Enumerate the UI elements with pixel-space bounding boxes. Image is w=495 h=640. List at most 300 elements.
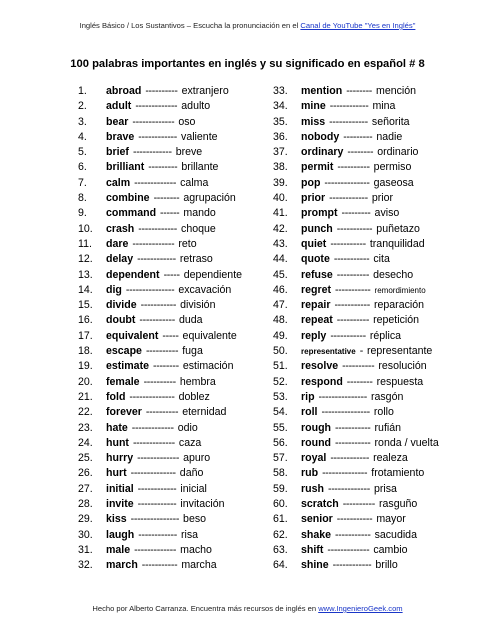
spanish-meaning: rasguño	[378, 498, 418, 511]
word-entry	[273, 283, 483, 298]
word-entry	[273, 191, 483, 206]
entry-number: 13.	[78, 268, 93, 281]
word-entry	[273, 99, 483, 114]
word-entry	[273, 375, 483, 390]
english-word: mention	[301, 85, 343, 97]
entry-number: 2.	[78, 100, 87, 113]
entry-number: 56.	[273, 436, 288, 449]
spanish-meaning: prisa	[373, 482, 397, 495]
youtube-channel-link[interactable]: Canal de YouTube "Yes en Inglés"	[300, 21, 416, 30]
entry-number: 45.	[273, 268, 288, 281]
english-word: delay	[106, 253, 134, 266]
word-entry	[78, 421, 288, 436]
word-entry	[273, 252, 483, 267]
entry-number: 22.	[78, 406, 93, 419]
word-entry	[273, 115, 483, 130]
entry-number: 36.	[273, 130, 288, 143]
english-word: dependent	[106, 268, 160, 281]
english-word: punch	[301, 222, 333, 235]
english-word: initial	[106, 482, 134, 495]
english-word: shake	[301, 528, 332, 541]
entry-number: 9.	[78, 207, 87, 220]
english-word: quote	[301, 253, 330, 266]
english-word: escape	[106, 345, 142, 358]
english-word: divide	[106, 299, 137, 312]
english-word: resolve	[301, 360, 339, 373]
entry-dashes: ----------	[336, 268, 370, 281]
word-entry	[78, 191, 288, 206]
entry-number: 48.	[273, 314, 288, 327]
spanish-meaning: eternidad	[182, 406, 227, 419]
spanish-meaning: frotamiento	[371, 467, 425, 480]
entry-dashes: -------------	[327, 482, 370, 495]
english-word: adult	[106, 100, 132, 113]
page-header	[0, 21, 495, 30]
english-word: representative	[301, 347, 356, 357]
spanish-meaning: realeza	[373, 452, 408, 465]
word-entry	[273, 160, 483, 175]
entry-dashes: ------------	[137, 482, 177, 495]
spanish-meaning: mando	[183, 207, 216, 220]
spanish-meaning: risa	[180, 528, 199, 541]
entry-number: 14.	[78, 283, 93, 296]
footer-text: Hecho por Alberto Carranza. Encuentra más recursos de inglés en	[92, 604, 319, 613]
word-entry	[78, 99, 288, 114]
english-word: forever	[106, 406, 142, 419]
word-entry	[273, 421, 483, 436]
spanish-meaning: puñetazo	[376, 222, 420, 235]
entry-number: 33.	[273, 85, 288, 97]
spanish-meaning: remordimiento	[374, 285, 426, 295]
entry-dashes: -----------	[333, 253, 370, 266]
word-entry	[273, 237, 483, 252]
entry-dashes: -------------	[132, 436, 175, 449]
entry-number: 42.	[273, 222, 288, 235]
entry-dashes: --------	[346, 375, 373, 388]
entry-dashes: ------	[160, 207, 180, 220]
entry-dashes: -----------	[336, 222, 373, 235]
entry-number: 31.	[78, 543, 93, 556]
word-entry	[78, 482, 288, 497]
entry-dashes: ---------	[148, 161, 178, 174]
english-word: respond	[301, 375, 343, 388]
english-word: repeat	[301, 314, 333, 327]
entry-number: 17.	[78, 329, 93, 342]
spanish-meaning: rufián	[374, 421, 402, 434]
english-word: miss	[301, 115, 326, 128]
entry-dashes: ---------------	[318, 390, 367, 403]
word-entry	[78, 313, 288, 328]
spanish-meaning: beso	[183, 513, 207, 526]
word-entry	[273, 390, 483, 405]
entry-number: 44.	[273, 253, 288, 266]
entry-number: 18.	[78, 345, 93, 358]
entry-dashes: ----------	[145, 345, 179, 358]
entry-dashes: -------------	[132, 115, 175, 128]
english-word: rip	[301, 390, 315, 403]
english-word: rush	[301, 482, 324, 495]
spanish-meaning: respuesta	[376, 375, 424, 388]
english-word: brave	[106, 130, 135, 143]
entry-number: 61.	[273, 513, 288, 526]
entry-number: 57.	[273, 452, 288, 465]
spanish-meaning: breve	[175, 146, 203, 159]
spanish-meaning: inicial	[180, 482, 207, 495]
spanish-meaning: división	[180, 299, 216, 312]
spanish-meaning: mención	[376, 85, 417, 97]
entry-number: 47.	[273, 299, 288, 312]
word-entry	[273, 497, 483, 512]
word-entry	[273, 176, 483, 191]
spanish-meaning: ronda / vuelta	[374, 436, 439, 449]
english-word: march	[106, 559, 138, 572]
spanish-meaning: dependiente	[183, 268, 243, 281]
word-entry	[273, 222, 483, 237]
entry-dashes: ------------	[329, 192, 368, 205]
word-entry	[273, 313, 483, 328]
spanish-meaning: cita	[373, 253, 390, 266]
website-link[interactable]: www.IngenieroGeek.com	[318, 604, 403, 613]
word-entry	[273, 436, 483, 451]
entry-number: 35.	[273, 115, 288, 128]
english-word: reply	[301, 329, 327, 342]
entry-dashes: -----------	[330, 329, 366, 342]
entry-dashes: --------	[153, 192, 180, 205]
word-entry	[78, 375, 288, 390]
word-entry	[273, 451, 483, 466]
english-word: pop	[301, 176, 321, 189]
word-entry	[273, 298, 483, 313]
spanish-meaning: mina	[372, 100, 396, 113]
spanish-meaning: cambio	[373, 543, 408, 556]
word-list-right	[273, 84, 483, 574]
english-word: invite	[106, 498, 134, 511]
entry-dashes: ----------	[143, 375, 176, 388]
spanish-meaning: valiente	[181, 130, 218, 143]
entry-number: 53.	[273, 390, 288, 403]
english-word: nobody	[301, 130, 340, 143]
word-entry	[78, 436, 288, 451]
english-word: hunt	[106, 436, 129, 449]
english-word: abroad	[106, 85, 142, 97]
entry-dashes: ------------	[137, 498, 177, 511]
entry-number: 6.	[78, 161, 87, 174]
english-word: mine	[301, 100, 326, 113]
spanish-meaning: adulto	[181, 100, 211, 113]
word-list-left	[78, 84, 288, 574]
spanish-meaning: brillo	[375, 559, 398, 572]
word-entry	[78, 497, 288, 512]
word-entry	[78, 222, 288, 237]
entry-number: 4.	[78, 130, 87, 143]
entry-dashes: --------------	[322, 467, 368, 480]
word-entry	[273, 268, 483, 283]
word-entry	[78, 268, 288, 283]
english-word: laugh	[106, 528, 135, 541]
entry-dashes: -------------	[137, 452, 180, 465]
english-word: doubt	[106, 314, 136, 327]
entry-dashes: --------	[346, 85, 373, 97]
entry-number: 11.	[78, 237, 92, 250]
spanish-meaning: odio	[177, 421, 198, 434]
word-entry	[273, 543, 483, 558]
spanish-meaning: gaseosa	[373, 176, 414, 189]
english-word: repair	[301, 299, 331, 312]
entry-number: 49.	[273, 329, 288, 342]
spanish-meaning: choque	[181, 222, 216, 235]
word-entry	[78, 558, 288, 573]
entry-number: 21.	[78, 390, 93, 403]
entry-dashes: --------------	[130, 467, 176, 480]
word-entry	[273, 206, 483, 221]
entry-number: 12.	[78, 253, 93, 266]
english-word: crash	[106, 222, 135, 235]
word-entry	[78, 130, 288, 145]
word-entry	[273, 130, 483, 145]
entry-number: 25.	[78, 452, 93, 465]
entry-dashes: ----------	[342, 498, 375, 511]
entry-number: 54.	[273, 406, 288, 419]
entry-dashes: -----------	[335, 528, 371, 541]
spanish-meaning: señorita	[371, 115, 410, 128]
word-entry	[273, 512, 483, 527]
spanish-meaning: hembra	[179, 375, 216, 388]
entry-number: 40.	[273, 192, 288, 205]
entry-number: 23.	[78, 421, 93, 434]
entry-number: 8.	[78, 192, 87, 205]
entry-dashes: --------	[153, 360, 179, 373]
word-entry	[273, 359, 483, 374]
word-entry	[78, 543, 288, 558]
english-word: fold	[106, 390, 126, 403]
spanish-meaning: retraso	[179, 253, 213, 266]
english-word: rub	[301, 467, 319, 480]
entry-number: 28.	[78, 498, 93, 511]
entry-dashes: ----------	[145, 85, 178, 97]
entry-number: 29.	[78, 513, 93, 526]
spanish-meaning: calma	[180, 176, 209, 189]
entry-dashes: -----------	[140, 299, 177, 312]
spanish-meaning: nadie	[376, 130, 403, 143]
word-entry	[78, 252, 288, 267]
spanish-meaning: aviso	[374, 207, 400, 220]
word-entry	[78, 528, 288, 543]
english-word: brilliant	[106, 161, 145, 174]
english-word: rough	[301, 421, 332, 434]
spanish-meaning: fuga	[182, 345, 203, 358]
entry-dashes: ---------------	[130, 513, 180, 526]
entry-number: 55.	[273, 421, 288, 434]
spanish-meaning: apuro	[183, 452, 211, 465]
word-entry	[273, 344, 483, 359]
header-text: Inglés Básico / Los Sustantivos – Escucha la pronunciación en el	[79, 21, 301, 30]
entry-number: 52.	[273, 375, 288, 388]
word-entry	[78, 329, 288, 344]
word-entry	[273, 329, 483, 344]
entry-number: 50.	[273, 345, 288, 358]
entry-number: 16.	[78, 314, 93, 327]
entry-number: 24.	[78, 436, 93, 449]
english-word: male	[106, 543, 131, 556]
english-word: female	[106, 375, 140, 388]
english-word: dig	[106, 283, 122, 296]
entry-number: 3.	[78, 115, 87, 128]
entry-dashes: -----------	[336, 513, 373, 526]
spanish-meaning: reparación	[373, 299, 425, 312]
english-word: prompt	[301, 207, 338, 220]
entry-number: 1.	[78, 85, 87, 97]
spanish-meaning: estimación	[182, 360, 234, 373]
word-entry	[78, 237, 288, 252]
english-word: quiet	[301, 237, 327, 250]
word-entry	[78, 466, 288, 481]
spanish-meaning: tranquilidad	[369, 237, 425, 250]
entry-number: 37.	[273, 146, 288, 159]
english-word: combine	[106, 192, 150, 205]
word-entry	[78, 145, 288, 160]
english-word: shine	[301, 559, 329, 572]
spanish-meaning: excavación	[178, 283, 232, 296]
word-entry	[78, 206, 288, 221]
entry-dashes: -----------	[334, 299, 370, 312]
entry-dashes: -------------	[131, 421, 174, 434]
entry-number: 19.	[78, 360, 93, 373]
entry-dashes: ------------	[138, 528, 177, 541]
english-word: royal	[301, 452, 327, 465]
word-entry	[78, 298, 288, 313]
english-word: hurt	[106, 467, 127, 480]
word-entry	[273, 558, 483, 573]
spanish-meaning: agrupación	[183, 192, 236, 205]
entry-dashes: --------	[347, 146, 374, 159]
word-entry	[273, 84, 483, 99]
english-word: command	[106, 207, 157, 220]
spanish-meaning: reto	[178, 237, 197, 250]
spanish-meaning: réplica	[369, 329, 402, 342]
entry-number: 64.	[273, 559, 288, 572]
word-entry	[78, 390, 288, 405]
entry-number: 60.	[273, 498, 288, 511]
english-word: ordinary	[301, 146, 344, 159]
word-entry	[78, 84, 288, 99]
english-word: senior	[301, 513, 333, 526]
entry-dashes: ------------	[138, 222, 178, 235]
word-entry	[78, 451, 288, 466]
spanish-meaning: rasgón	[370, 390, 404, 403]
entry-dashes: ------------	[137, 253, 176, 266]
entry-dashes: ------------	[330, 452, 370, 465]
entry-dashes: -----------	[335, 421, 371, 434]
spanish-meaning: marcha	[181, 559, 217, 572]
english-word: regret	[301, 283, 332, 296]
entry-dashes: ----------	[342, 360, 375, 373]
spanish-meaning: oso	[178, 115, 196, 128]
entry-dashes: -----	[162, 329, 179, 342]
entry-dashes: -----------	[141, 559, 178, 572]
word-entry	[273, 405, 483, 420]
entry-dashes: -------------	[327, 543, 370, 556]
word-entry	[78, 359, 288, 374]
english-word: bear	[106, 115, 129, 128]
word-entry	[78, 176, 288, 191]
entry-dashes: ------------	[329, 100, 369, 113]
word-entry	[273, 528, 483, 543]
entry-dashes: -----------	[335, 436, 371, 449]
entry-dashes: ----------	[336, 314, 370, 327]
english-word: estimate	[106, 360, 149, 373]
english-word: permit	[301, 161, 334, 174]
english-word: calm	[106, 176, 131, 189]
entry-number: 62.	[273, 528, 288, 541]
entry-dashes: -----------	[139, 314, 175, 327]
spanish-meaning: repetición	[373, 314, 420, 327]
spanish-meaning: mayor	[376, 513, 406, 526]
entry-number: 10.	[78, 222, 93, 235]
word-entry	[78, 405, 288, 420]
entry-number: 58.	[273, 467, 288, 480]
entry-number: 63.	[273, 543, 288, 556]
english-word: hurry	[106, 452, 134, 465]
entry-dashes: ------------	[132, 146, 172, 159]
entry-dashes: -------------	[134, 176, 177, 189]
english-word: equivalent	[106, 329, 159, 342]
entry-number: 30.	[78, 528, 93, 541]
english-word: brief	[106, 146, 129, 159]
entry-dashes: ---------	[341, 207, 371, 220]
word-entry	[273, 466, 483, 481]
entry-number: 20.	[78, 375, 93, 388]
entry-number: 39.	[273, 176, 288, 189]
english-word: roll	[301, 406, 318, 419]
entry-number: 38.	[273, 161, 288, 174]
spanish-meaning: daño	[179, 467, 204, 480]
spanish-meaning: permiso	[373, 161, 412, 174]
entry-number: 41.	[273, 207, 288, 220]
english-word: hate	[106, 421, 128, 434]
entry-dashes: ---------------	[125, 283, 175, 296]
entry-dashes: -------------	[132, 237, 175, 250]
spanish-meaning: prior	[371, 192, 394, 205]
entry-dashes: ------------	[138, 130, 178, 143]
word-entry	[78, 283, 288, 298]
english-word: kiss	[106, 513, 127, 526]
page-footer	[0, 604, 495, 613]
entry-dashes: ------------	[332, 559, 372, 572]
english-word: round	[301, 436, 332, 449]
entry-number: 59.	[273, 482, 288, 495]
word-entry	[78, 344, 288, 359]
entry-number: 27.	[78, 482, 93, 495]
entry-number: 43.	[273, 237, 288, 250]
spanish-meaning: desecho	[373, 268, 414, 281]
entry-number: 46.	[273, 283, 288, 296]
page-title: 100 palabras importantes en inglés y su significado en español # 8	[70, 58, 425, 70]
spanish-meaning: sacudida	[374, 528, 417, 541]
entry-dashes: -----	[163, 268, 180, 281]
entry-dashes: ---------	[343, 130, 373, 143]
spanish-meaning: extranjero	[181, 85, 229, 97]
english-word: dare	[106, 237, 129, 250]
spanish-meaning: invitación	[180, 498, 225, 511]
spanish-meaning: equivalente	[182, 329, 237, 342]
word-entry	[78, 512, 288, 527]
word-entry	[273, 145, 483, 160]
entry-number: 7.	[78, 176, 87, 189]
entry-number: 26.	[78, 467, 93, 480]
entry-number: 5.	[78, 146, 87, 159]
entry-dashes: -------------	[134, 543, 177, 556]
entry-dashes: ---------------	[321, 406, 370, 419]
